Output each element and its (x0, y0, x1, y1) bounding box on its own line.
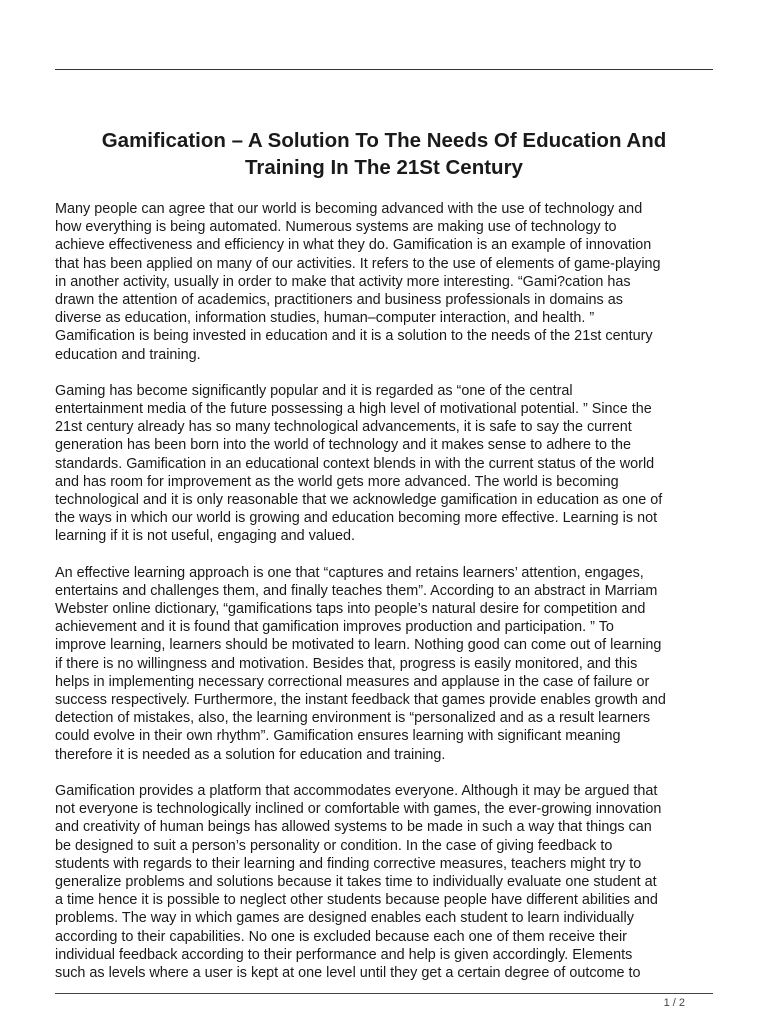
header-divider (55, 69, 713, 70)
page-number: 1 / 2 (663, 997, 685, 1009)
paragraph-1: Many people can agree that our world is becoming advanced with the use of technology and how everything is being automated. Numerous systems are making use of technology to achieve effectiveness and efficiency in what they do. Gamification is an example of innovation that has been applied on many of our activities. It refers to the use of elements of game-playing in another activity, usually in order to make that activity more interesting. “Gami?cation has drawn the attention of academics, practitioners and business professionals in domains as diverse as education, information studies, human–computer interaction, and health. ” Gamification is being invested in education and it is a solution to the needs of the 21st century education and training. (55, 201, 661, 363)
paragraph-2: Gaming has become significantly popular and it is regarded as “one of the central entertainment media of the future possessing a high level of motivational potential. ” Since the 21st century already has so many technological advancements, it is safe to say the current generation has been born into the world of technology and it makes sense to adhere to the standards. Gamification in an educational context blends in with the current status of the world and has room for improvement as the world gets more advanced. The world is becoming technological and it is only reasonable that we acknowledge gamification in education as one of the ways in which our world is growing and education becoming more effective. Learning is not learning if it is not useful, engaging and valued. (55, 382, 663, 545)
document-title: Gamification – A Solution To The Needs Of Education And Training In The 21St Century (101, 129, 667, 179)
paragraph-4: Gamification provides a platform that accommodates everyone. Although it may be argued that not everyone is technologically inclined or comfortable with games, the ever-growing innovation and creativity of human beings has allowed systems to be made in such a way that things can be designed to suit a person’s personality or condition. In the case of giving feedback to students with regards to their learning and finding corrective measures, teachers might try to generalize problems and solutions because it takes time to individually evaluate one student at a time hence it is possible to neglect other students because people have different abilities and problems. The way in which games are designed enables each student to learn individually according to their capabilities. No one is excluded because each one of them receive their individual feedback according to their performance and help is given accordingly. Elements such as levels where a user is kept at one level until they get a certain degree of outcome to (55, 782, 662, 981)
footer-divider (55, 993, 713, 994)
paragraph-3: An effective learning approach is one that “captures and retains learners’ attention, engages, entertains and challenges them, and finally teaches them”. According to an abstract in Marriam Webster online dictionary, “gamifications taps into people’s natural desire for competition and achievement and it is found that gamification improves production and participation. ” To improve learning, learners should be motivated to learn. Nothing good can come out of learning if there is no willingness and motivation. Besides that, progress is easily monitored, and this helps in implementing necessary correctional measures and applause in the case of failure or success respectively. Furthermore, the instant feedback that games provide enables growth and detection of mistakes, also, the learning environment is “personalized and as a result learners could evolve in their own rhythm”. Gamification ensures learning with significant meaning therefore it is needed as a solution for education and training. (55, 564, 666, 763)
document-body (55, 200, 717, 1000)
